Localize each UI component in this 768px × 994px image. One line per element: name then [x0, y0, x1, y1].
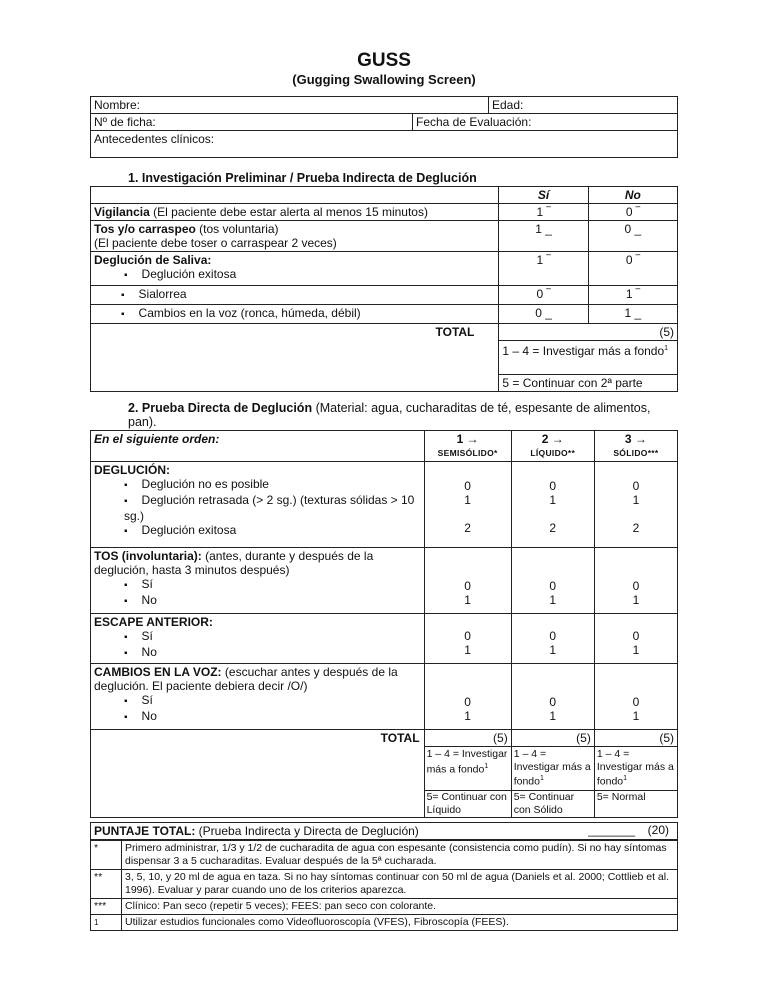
col-no-header: No: [588, 187, 677, 204]
cough-solid-scores[interactable]: 0 1: [594, 548, 677, 614]
cough-liquid-scores[interactable]: 0 1: [511, 548, 594, 614]
saliva-row-label: Deglución de Saliva: ▪ Deglución exitosa: [91, 252, 499, 286]
order-label: En el siguiente orden:: [91, 431, 425, 462]
record-number-field[interactable]: Nº de ficha:: [91, 114, 413, 131]
col-semisolid-header: 1 → SEMISÓLIDO*: [424, 431, 511, 462]
drooling-no-checkbox[interactable]: 1 ‾: [588, 286, 677, 305]
patient-info-table: [90, 96, 678, 158]
voice-liquid-scores[interactable]: 0 1: [511, 664, 594, 730]
leak-liquid-scores[interactable]: 0 1: [511, 614, 594, 664]
leak-solid-scores[interactable]: 0 1: [594, 614, 677, 664]
notes-table: [90, 840, 678, 931]
voice-change-si-checkbox[interactable]: 0 _: [499, 305, 588, 324]
note-text: Clínico: Pan seco (repetir 5 veces); FEES: pan seco con colorante.: [122, 899, 678, 915]
deglution-solid-scores[interactable]: 0 1 2: [594, 462, 677, 548]
voice-changes-row: CAMBIOS EN LA VOZ: (escuchar antes y después de la deglución. El paciente debiera decir /O/) ▪ Sí ▪ No: [91, 664, 425, 730]
final-score-table: [90, 822, 678, 840]
saliva-si-checkbox[interactable]: 1 ‾: [499, 252, 588, 286]
part1-total-label: TOTAL: [91, 324, 499, 341]
vigilance-si-checkbox[interactable]: 1 ‾: [499, 204, 588, 221]
col-liquid-header: 2 → LÍQUIDO**: [511, 431, 594, 462]
anterior-leak-row: ESCAPE ANTERIOR: ▪ Sí ▪ No: [91, 614, 425, 664]
cough-si-checkbox[interactable]: 1 _: [499, 221, 588, 252]
solid-total[interactable]: (5): [594, 730, 677, 747]
part1-table: [90, 186, 678, 392]
part1-interpretation-2: 5 = Continuar con 2ª parte: [499, 375, 678, 392]
note-text: Primero administrar, 1/3 y 1/2 de cucharadita de agua con espesante (consistencia como pudín). Si no hay síntomas dispensar 3 a 5 cucharaditas. Evaluar después de la 5ª cucharada.: [122, 841, 678, 870]
part2-heading: 2. Prueba Directa de Deglución (Material: agua, cucharaditas de té, espesante de alimentos, pan).: [128, 401, 651, 429]
voice-change-no-checkbox[interactable]: 1 _: [588, 305, 677, 324]
part1-heading: 1. Investigación Preliminar / Prueba Indirecta de Deglución: [128, 171, 477, 185]
note-mark: 1: [91, 915, 122, 931]
note-text: Utilizar estudios funcionales como Videofluoroscopía (VFES), Fibroscopía (FEES).: [122, 915, 678, 931]
liquid-interpretation: 1 – 4 = Investigar más a fondo$^1$ 5= Continuar con Sólido: [511, 747, 594, 818]
cough-no-checkbox[interactable]: 0 _: [588, 221, 677, 252]
semisolid-interpretation: 1 – 4 = Investigar más a fondo$^1$ 5= Continuar con Líquido: [424, 747, 511, 818]
voice-change-row-label: ▪ Cambios en la voz (ronca, húmeda, débil): [91, 305, 499, 324]
saliva-no-checkbox[interactable]: 0 ‾: [588, 252, 677, 286]
cough-semisolid-scores[interactable]: 0 1: [424, 548, 511, 614]
document-title: GUSS: [357, 50, 411, 71]
note-mark: ***: [91, 899, 122, 915]
name-field[interactable]: Nombre:: [91, 97, 489, 114]
voice-semisolid-scores[interactable]: 0 1: [424, 664, 511, 730]
col-solid-header: 3 → SÓLIDO***: [594, 431, 677, 462]
deglution-row: DEGLUCIÓN: ▪ Deglución no es posible ▪ Deglución retrasada (> 2 sg.) (texturas sólidas > 10 sg.) ▪ Deglución exitosa: [91, 462, 425, 548]
final-score-row: PUNTAJE TOTAL: (Prueba Indirecta y Directa de Deglución) _______ (20): [91, 823, 678, 840]
final-score-max: (20): [647, 823, 669, 837]
liquid-total[interactable]: (5): [511, 730, 594, 747]
part1-total-value[interactable]: (5): [499, 324, 678, 341]
drooling-si-checkbox[interactable]: 0 ‾: [499, 286, 588, 305]
part2-table: [90, 430, 678, 818]
part1-interpretation-1: 1 – 4 = Investigar más a fondo$^1$: [499, 341, 678, 375]
deglution-semisolid-scores[interactable]: 0 1 2: [424, 462, 511, 548]
note-text: 3, 5, 10, y 20 ml de agua en taza. Si no hay síntomas continuar con 50 ml de agua (Daniels et al. 2000; Cottlieb et al. 1996). Evaluar y parar cuando uno de los criterios aparezca.: [122, 870, 678, 899]
semisolid-total[interactable]: (5): [424, 730, 511, 747]
solid-interpretation: 1 – 4 = Investigar más a fondo$^1$ 5= Normal: [594, 747, 677, 818]
clinical-history-field[interactable]: Antecedentes clínicos:: [91, 131, 678, 158]
age-field[interactable]: Edad:: [489, 97, 678, 114]
vigilance-no-checkbox[interactable]: 0 ‾: [588, 204, 677, 221]
cough-row-label: Tos y/o carraspeo (tos voluntaria) (El paciente debe toser o carraspear 2 veces): [91, 221, 499, 252]
final-score-input[interactable]: _______: [588, 823, 635, 837]
deglution-liquid-scores[interactable]: 0 1 2: [511, 462, 594, 548]
note-mark: *: [91, 841, 122, 870]
evaluation-date-field[interactable]: Fecha de Evaluación:: [413, 114, 678, 131]
col-si-header: Sí: [499, 187, 588, 204]
part2-total-label: TOTAL: [91, 730, 425, 747]
cough-involuntary-row: TOS (involuntaria): (antes, durante y después de la deglución, hasta 3 minutos después) ▪ Sí ▪ No: [91, 548, 425, 614]
document-subtitle: (Gugging Swallowing Screen): [292, 72, 476, 87]
vigilance-row-label: Vigilancia (El paciente debe estar alerta al menos 15 minutos): [91, 204, 499, 221]
voice-solid-scores[interactable]: 0 1: [594, 664, 677, 730]
note-mark: **: [91, 870, 122, 899]
leak-semisolid-scores[interactable]: 0 1: [424, 614, 511, 664]
drooling-row-label: ▪ Sialorrea: [91, 286, 499, 305]
